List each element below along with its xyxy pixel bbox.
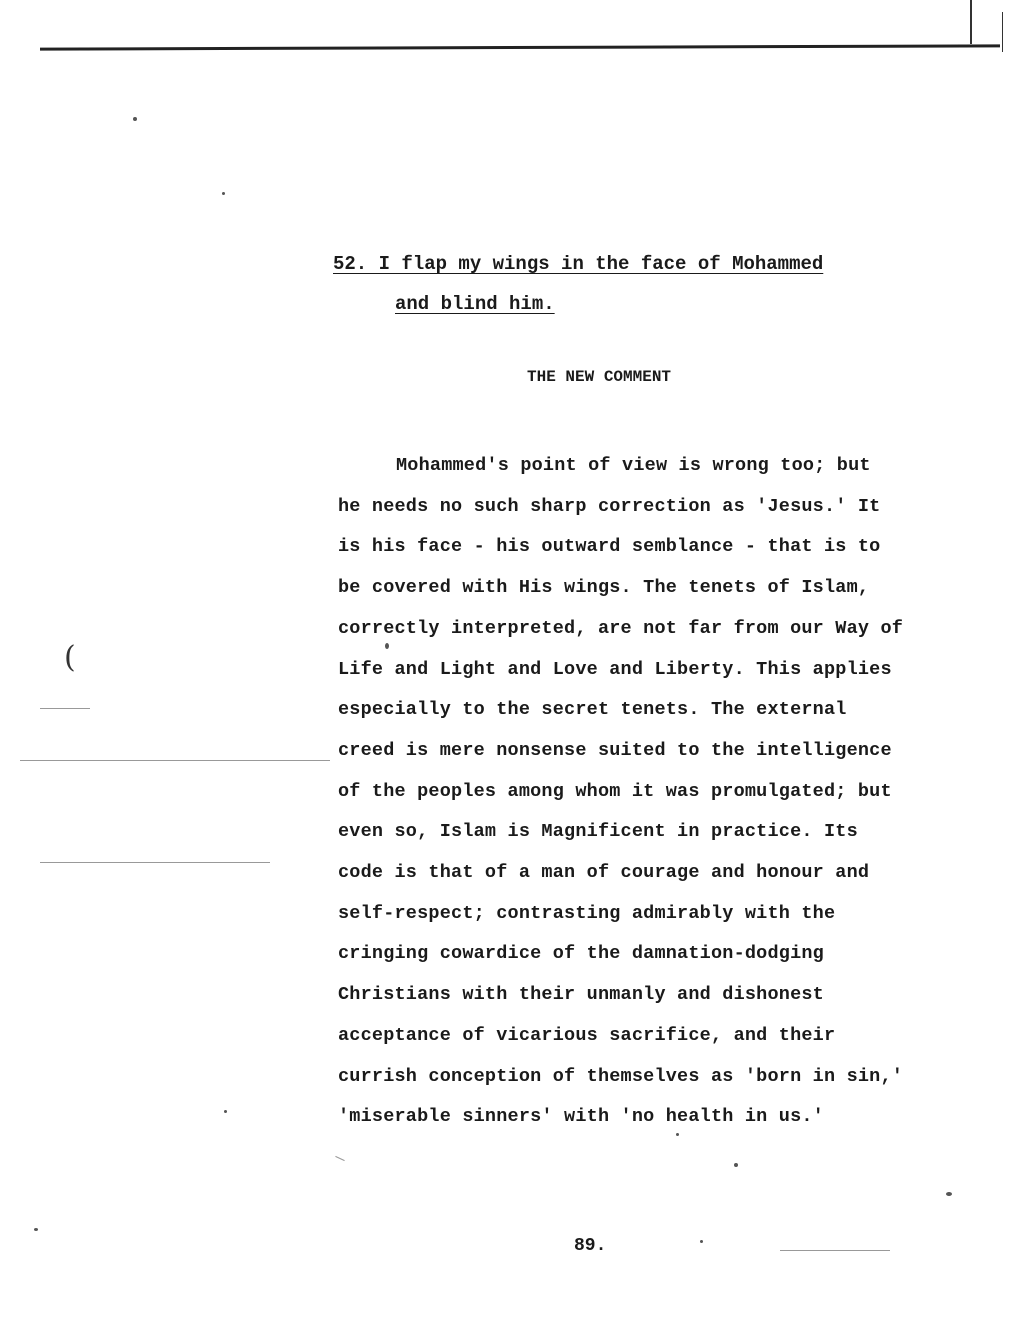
body-line: be covered with His wings. The tenets of Islam, xyxy=(338,577,870,599)
scan-dash xyxy=(40,708,90,709)
body-line: acceptance of vicarious sacrifice, and their xyxy=(338,1024,836,1046)
body-line: 'miserable sinners' with 'no health in us.' xyxy=(338,1106,824,1128)
body-line: he needs no such sharp correction as 'Jesus.' It xyxy=(338,495,881,517)
body-line: of the peoples among whom it was promulgated; but xyxy=(338,780,892,802)
top-rule xyxy=(40,44,1000,50)
comment-title: THE NEW COMMENT xyxy=(527,368,672,386)
body-line: cringing cowardice of the damnation-dodging xyxy=(338,943,824,965)
scan-dash xyxy=(40,862,270,863)
scan-speck xyxy=(222,192,225,195)
margin-mark xyxy=(970,0,972,44)
body-line: especially to the secret tenets. The external xyxy=(338,699,847,721)
margin-bracket-mark: ( xyxy=(64,640,76,675)
body-line: currish conception of themselves as 'born in sin,' xyxy=(338,1065,904,1087)
body-line: correctly interpreted, are not far from our Way of xyxy=(338,617,904,639)
body-line: Life and Light and Love and Liberty. This applies xyxy=(338,658,892,680)
scan-speck xyxy=(700,1240,703,1243)
section-heading xyxy=(333,244,823,324)
scan-dash xyxy=(335,1156,344,1161)
heading-line-1: 52. I flap my wings in the face of Mohammed xyxy=(333,253,824,275)
comment-body xyxy=(338,446,903,1138)
heading-line-2: and blind him. xyxy=(395,293,555,315)
body-line: is his face - his outward semblance - that is to xyxy=(338,536,881,558)
body-line: code is that of a man of courage and honour and xyxy=(338,862,870,884)
body-line: Mohammed's point of view is wrong too; but xyxy=(396,455,871,476)
body-line: even so, Islam is Magnificent in practice. Its xyxy=(338,821,858,843)
scan-dash xyxy=(20,760,330,761)
scan-speck xyxy=(133,117,137,121)
scan-dash xyxy=(780,1250,890,1251)
body-line: self-respect; contrasting admirably with the xyxy=(338,902,836,924)
margin-mark xyxy=(1002,12,1003,52)
scan-speck xyxy=(734,1163,738,1167)
body-line: Christians with their unmanly and dishonest xyxy=(338,984,824,1006)
scan-speck xyxy=(946,1192,952,1196)
scan-speck xyxy=(34,1228,38,1231)
scan-speck xyxy=(385,643,389,649)
page-number: 89. xyxy=(574,1236,607,1256)
scan-speck xyxy=(676,1133,679,1136)
body-line: creed is mere nonsense suited to the intelligence xyxy=(338,739,892,761)
scan-speck xyxy=(224,1110,227,1113)
